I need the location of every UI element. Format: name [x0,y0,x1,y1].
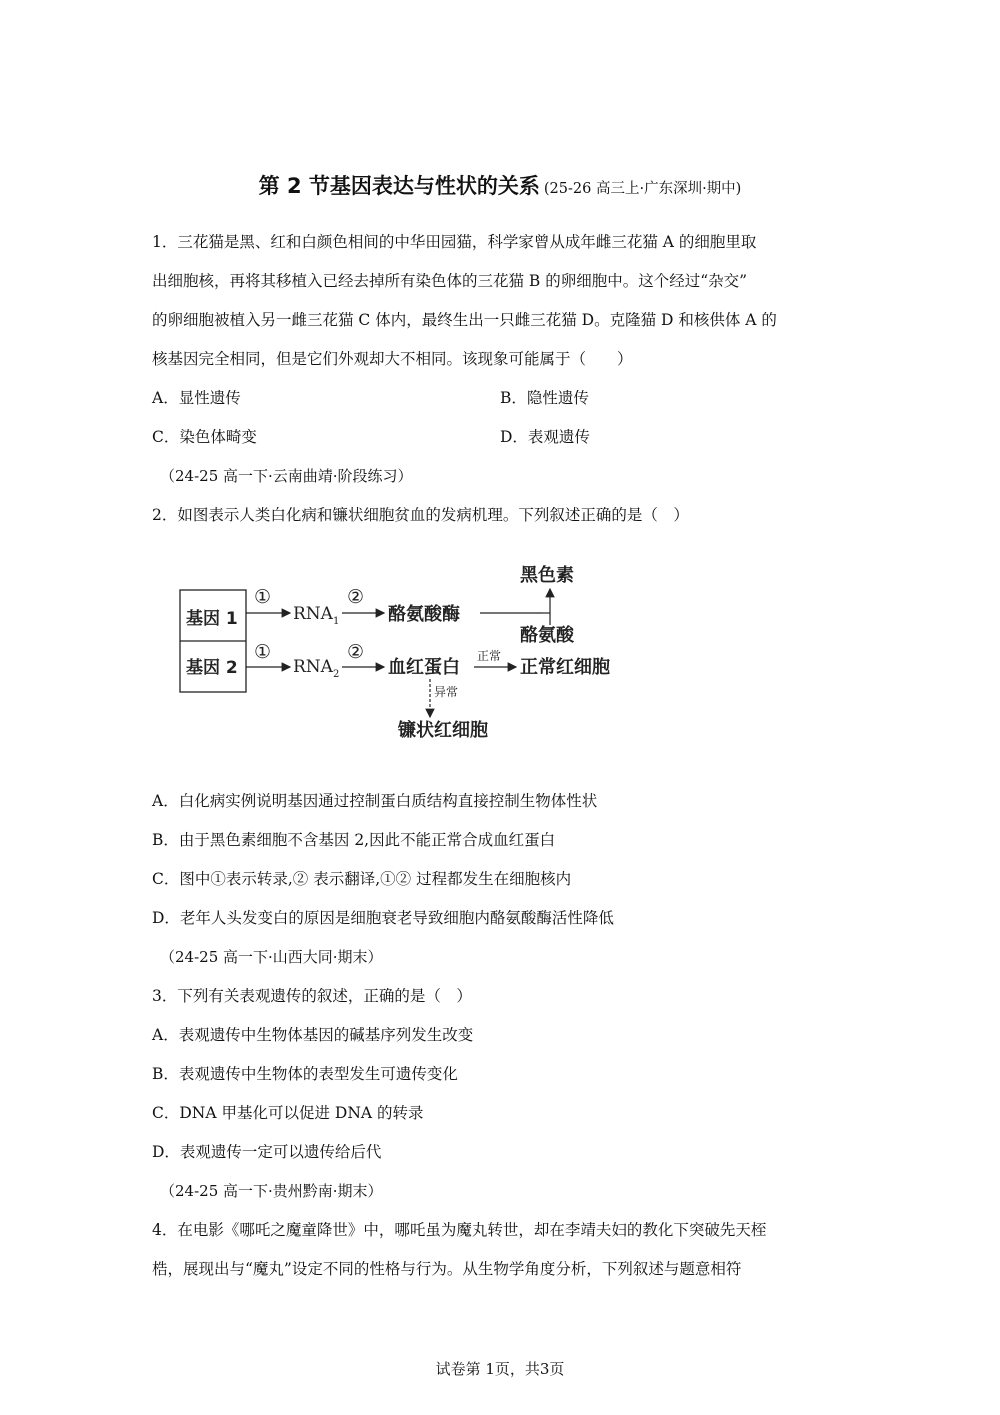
q1-line-4: 核基因完全相同，但是它们外观却大不相同。该现象可能属于（ ） [152,350,633,368]
sickle-rbc-label: 镰状红细胞 [398,720,488,741]
q3-line-1: 3．下列有关表观遗传的叙述，正确的是（ ） [152,987,472,1005]
normal-rbc-label: 正常红细胞 [520,657,610,678]
melanin-label: 黑色素 [520,565,574,586]
q1-option-a: A．显性遗传 [152,389,241,407]
q3-option-c: C．DNA 甲基化可以促进 DNA 的转录 [152,1104,424,1122]
q4-source: （24-25 高一下·贵州黔南·期末） [160,1182,383,1200]
q2-option-a: A．白化病实例说明基因通过控制蛋白质结构直接控制生物体性状 [152,792,598,810]
q3-source: （24-25 高一下·山西大同·期末） [160,948,383,966]
q2-option-d: D．老年人头发变白的原因是细胞衰老导致细胞内酪氨酸酶活性降低 [152,909,614,927]
q4-line-2: 梏，展现出与“魔丸”设定不同的性格与行为。从生物学角度分析，下列叙述与题意相符 [152,1260,742,1278]
q2-option-b: B．由于黑色素细胞不含基因 2,因此不能正常合成血红蛋白 [152,831,556,849]
step2-label-row2: ② [347,641,365,663]
q1-option-c: C．染色体畸变 [152,428,257,446]
q1-line-1: 1．三花猫是黑、红和白颜色相间的中华田园猫，科学家曾从成年雌三花猫 A 的细胞里取 [152,233,757,251]
page-title [0,170,1000,200]
step1-label-row1: ① [254,586,272,608]
q2-source: （24-25 高一下·云南曲靖·阶段练习） [160,467,413,485]
hemoglobin-label: 血红蛋白 [388,657,460,678]
q1-option-d: D．表观遗传 [500,428,590,446]
title-source: (25-26 高三上·广东深圳·期中) [543,181,742,197]
step1-label-row2: ① [254,641,272,663]
q4-line-1: 4．在电影《哪吒之魔童降世》中，哪吒虽为魔丸转世，却在李靖夫妇的教化下突破先天桎 [152,1221,767,1239]
abnormal-label: 异常 [434,685,459,699]
gene-expression-diagram [150,555,650,745]
normal-label: 正常 [477,649,502,663]
section-title: 第 2 节基因表达与性状的关系 [258,174,540,198]
q1-option-b: B．隐性遗传 [500,389,589,407]
q2-option-c: C．图中①表示转录,② 表示翻译,①② 过程都发生在细胞核内 [152,870,572,888]
gene1-label: 基因 1 [186,609,238,629]
tyrosine-label: 酪氨酸 [520,625,574,646]
q2-line-1: 2．如图表示人类白化病和镰状细胞贫血的发病机理。下列叙述正确的是（ ） [152,506,689,524]
rna2-label: $RNA_2$ [293,657,340,680]
q3-option-a: A．表观遗传中生物体基因的碱基序列发生改变 [152,1026,474,1044]
page-footer: 试卷第 1页，共3页 [435,1360,565,1378]
enzyme-label: 酪氨酸酶 [388,604,460,625]
rna1-label: $RNA_1$ [293,604,340,627]
q3-option-b: B．表观遗传中生物体的表型发生可遗传变化 [152,1065,458,1083]
q1-line-3: 的卵细胞被植入另一雌三花猫 C 体内，最终生出一只雌三花猫 D。克隆猫 D 和核供体 A 的 [152,311,777,329]
gene2-label: 基因 2 [186,658,238,678]
q1-line-2: 出细胞核，再将其移植入已经去掉所有染色体的三花猫 B 的卵细胞中。这个经过“杂交” [152,272,748,290]
q3-option-d: D．表观遗传一定可以遗传给后代 [152,1143,382,1161]
step2-label-row1: ② [347,586,365,608]
